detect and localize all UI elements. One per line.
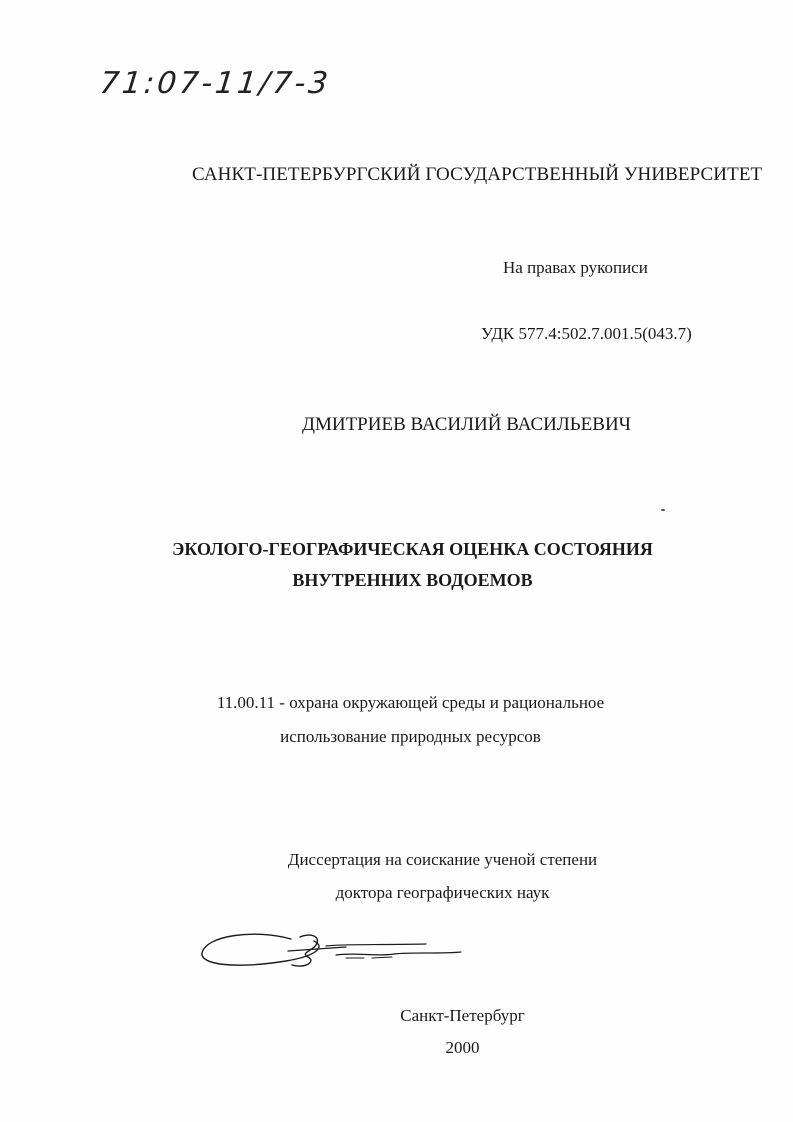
university-name: САНКТ-ПЕТЕРБУРГСКИЙ ГОСУДАРСТВЕННЫЙ УНИВЕРСИТЕТ [192,164,763,185]
author-name: ДМИТРИЕВ ВАСИЛИЙ ВАСИЛЬЕВИЧ [302,414,632,435]
manuscript-note: На правах рукописи [503,258,648,277]
degree-line-1: Диссертация на соискание ученой степени [287,850,598,869]
year: 2000 [445,1038,480,1057]
dissertation-title-line-2: ВНУТРЕННИХ ВОДОЕМОВ [292,570,533,590]
specialty-line-1: 11.00.11 - охрана окружающей среды и рациональное [216,693,605,712]
udk-code: УДК 577.4:502.7.001.5(043.7) [481,324,692,343]
dissertation-title-line-1: ЭКОЛОГО-ГЕОГРАФИЧЕСКАЯ ОЦЕНКА СОСТОЯНИЯ [172,539,653,559]
handwritten-signature [196,925,466,975]
specialty-line-2: использование природных ресурсов [280,727,541,746]
scan-speck [661,509,665,511]
degree-line-2: доктора географических наук [335,883,550,902]
handwritten-archive-code: 71:07-11/7-3 [98,66,333,101]
city: Санкт-Петербург [400,1006,525,1025]
